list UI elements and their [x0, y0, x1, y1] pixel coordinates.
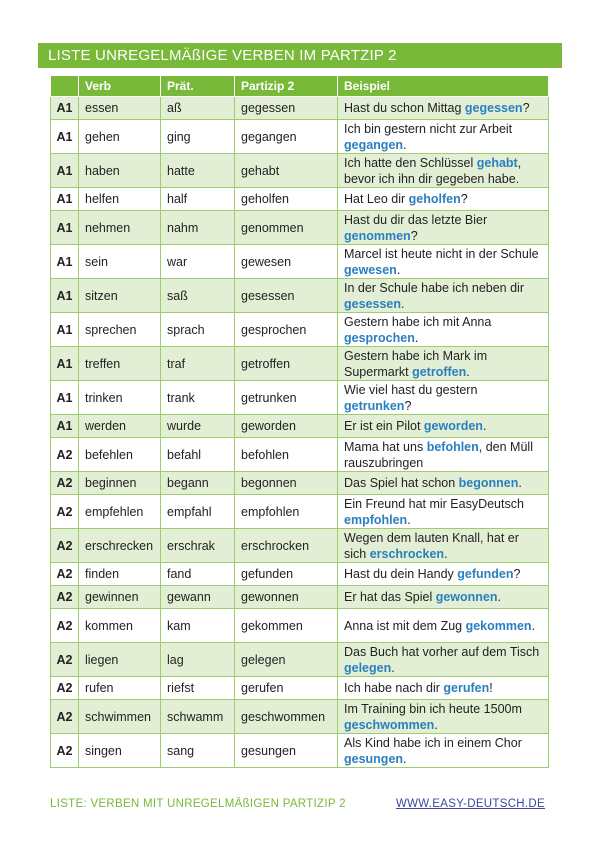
example-cell: [338, 734, 549, 768]
example-text: Ich habe nach dir: [344, 681, 444, 695]
example-text-end: .: [407, 512, 411, 527]
level-cell: A1: [51, 347, 79, 381]
example-text-end: ?: [404, 398, 412, 413]
example-text: Ich hatte den Schlüssel: [344, 155, 477, 170]
partizip-cell: gewesen: [235, 245, 338, 279]
praeteritum-cell: wurde: [161, 415, 235, 438]
example-text-end: .: [391, 660, 395, 675]
example-text-end: .: [497, 590, 502, 604]
verb-cell: singen: [79, 734, 161, 768]
praeteritum-cell: lag: [161, 643, 235, 677]
website-link[interactable]: WWW.EASY-DEUTSCH.DE: [395, 798, 545, 810]
praeteritum-cell: riefst: [161, 677, 235, 700]
example-partizip-highlight: gewesen: [344, 262, 397, 277]
table-row: [51, 245, 549, 279]
verb-cell: gewinnen: [79, 586, 161, 609]
example-cell: [338, 700, 549, 734]
example-cell: [338, 120, 549, 154]
table-row: [51, 438, 549, 472]
verb-cell: sein: [79, 245, 161, 279]
example-text: Marcel ist heute nicht in der Schule: [344, 246, 539, 261]
verb-cell: treffen: [79, 347, 161, 381]
verb-cell: sprechen: [79, 313, 161, 347]
level-cell: A2: [51, 563, 79, 586]
example-text-end: , bevor ich ihn dir gegeben habe.: [344, 155, 522, 186]
level-cell: A2: [51, 495, 79, 529]
partizip-cell: gefunden: [235, 563, 338, 586]
table-header-row: [51, 76, 549, 97]
example-text: Anna ist mit dem Zug: [344, 618, 466, 633]
partizip-cell: gerufen: [235, 677, 338, 700]
praeteritum-cell: saß: [161, 279, 235, 313]
level-cell: A1: [51, 97, 79, 120]
verb-table: [50, 75, 549, 768]
partizip-cell: getroffen: [235, 347, 338, 381]
level-cell: A2: [51, 472, 79, 495]
example-cell: [338, 563, 549, 586]
example-text: Ich bin gestern nicht zur Arbeit: [344, 121, 513, 136]
example-text-end: .: [518, 476, 522, 490]
example-text: Mama hat uns: [344, 439, 427, 454]
example-cell: [338, 677, 549, 700]
level-cell: A1: [51, 154, 79, 188]
example-partizip-highlight: getroffen: [412, 364, 467, 379]
example-partizip-highlight: gekommen: [465, 618, 532, 633]
example-text-end: ?: [460, 192, 468, 206]
table-row: [51, 211, 549, 245]
example-cell: [338, 381, 549, 415]
example-text: Er ist ein Pilot: [344, 419, 424, 433]
example-partizip-highlight: gefunden: [457, 567, 514, 581]
praeteritum-cell: gewann: [161, 586, 235, 609]
example-text-end: ?: [410, 228, 418, 243]
level-cell: A1: [51, 415, 79, 438]
partizip-cell: gesprochen: [235, 313, 338, 347]
table-row: [51, 700, 549, 734]
example-cell: [338, 245, 549, 279]
level-cell: A1: [51, 211, 79, 245]
example-text: Hast du schon Mittag: [344, 101, 465, 115]
header-praet: Prät.: [161, 76, 235, 97]
example-cell: [338, 211, 549, 245]
example-partizip-highlight: genommen: [344, 228, 411, 243]
partizip-cell: geschwommen: [235, 700, 338, 734]
verb-cell: gehen: [79, 120, 161, 154]
example-partizip-highlight: geschwommen: [344, 717, 435, 732]
example-partizip-highlight: erschrocken: [369, 546, 445, 561]
example-partizip-highlight: gerufen: [443, 681, 490, 695]
praeteritum-cell: half: [161, 188, 235, 211]
partizip-cell: gesessen: [235, 279, 338, 313]
example-text: Wegen dem lauten Knall, hat er sich: [344, 530, 519, 561]
table-row: [51, 529, 549, 563]
level-cell: A2: [51, 609, 79, 643]
verb-cell: haben: [79, 154, 161, 188]
level-cell: A2: [51, 529, 79, 563]
example-cell: [338, 529, 549, 563]
partizip-cell: gekommen: [235, 609, 338, 643]
example-text-end: .: [403, 137, 407, 152]
level-cell: A2: [51, 700, 79, 734]
table-row: [51, 188, 549, 211]
verb-cell: schwimmen: [79, 700, 161, 734]
example-partizip-highlight: gesungen: [344, 751, 404, 766]
verb-cell: beginnen: [79, 472, 161, 495]
example-cell: [338, 313, 549, 347]
example-cell: [338, 188, 549, 211]
example-text: Wie viel hast du gestern: [344, 382, 478, 397]
level-cell: A2: [51, 677, 79, 700]
partizip-cell: gehabt: [235, 154, 338, 188]
example-text: In der Schule habe ich neben dir: [344, 280, 524, 295]
table-row: [51, 154, 549, 188]
partizip-cell: geworden: [235, 415, 338, 438]
table-row: [51, 279, 549, 313]
level-cell: A2: [51, 586, 79, 609]
example-partizip-highlight: empfohlen: [344, 512, 408, 527]
example-cell: [338, 154, 549, 188]
partizip-cell: gesungen: [235, 734, 338, 768]
table-row: [51, 313, 549, 347]
example-cell: [338, 279, 549, 313]
example-text-end: .: [482, 419, 487, 433]
example-cell: [338, 586, 549, 609]
praeteritum-cell: hatte: [161, 154, 235, 188]
table-row: [51, 609, 549, 643]
table-row: [51, 472, 549, 495]
example-text: Gestern habe ich mit Anna: [344, 314, 492, 329]
example-partizip-highlight: geworden: [423, 419, 483, 433]
table-row: [51, 495, 549, 529]
example-text-end: ?: [513, 567, 521, 581]
level-cell: A1: [51, 279, 79, 313]
example-partizip-highlight: gegessen: [464, 101, 523, 115]
partizip-cell: gegessen: [235, 97, 338, 120]
example-text: Das Spiel hat schon: [344, 476, 459, 490]
example-cell: [338, 609, 549, 643]
example-cell: [338, 438, 549, 472]
example-text-end: .: [414, 330, 419, 345]
partizip-cell: gewonnen: [235, 586, 338, 609]
example-partizip-highlight: gehabt: [476, 155, 518, 170]
example-partizip-highlight: gesprochen: [344, 330, 415, 345]
example-text: Das Buch hat vorher auf dem Tisch: [344, 644, 540, 659]
praeteritum-cell: traf: [161, 347, 235, 381]
verb-cell: liegen: [79, 643, 161, 677]
praeteritum-cell: trank: [161, 381, 235, 415]
example-partizip-highlight: gewonnen: [435, 590, 498, 604]
example-text: Gestern habe ich Mark im Supermarkt: [344, 348, 488, 379]
partizip-cell: befohlen: [235, 438, 338, 472]
praeteritum-cell: kam: [161, 609, 235, 643]
table-row: [51, 381, 549, 415]
footer-caption: LISTE: VERBEN MIT UNREGELMÄßIGEN PARTIZIP 2: [50, 798, 346, 810]
table-body: [51, 97, 549, 768]
praeteritum-cell: befahl: [161, 438, 235, 472]
partizip-cell: gegangen: [235, 120, 338, 154]
header-verb: Verb: [79, 76, 161, 97]
partizip-cell: gelegen: [235, 643, 338, 677]
example-text-end: .: [444, 546, 448, 561]
table-row: [51, 643, 549, 677]
table-row: [51, 415, 549, 438]
verb-cell: erschrecken: [79, 529, 161, 563]
example-partizip-highlight: gegangen: [344, 137, 404, 152]
page-title: LISTE UNREGELMÄßIGE VERBEN IM PARTZIP 2: [38, 43, 562, 68]
example-text-end: .: [400, 296, 405, 311]
verb-cell: finden: [79, 563, 161, 586]
verb-cell: essen: [79, 97, 161, 120]
praeteritum-cell: ging: [161, 120, 235, 154]
header-level: [51, 76, 79, 97]
example-partizip-highlight: begonnen: [458, 476, 519, 490]
example-text: Als Kind habe ich in einem Chor: [344, 735, 522, 750]
example-partizip-highlight: befohlen: [426, 439, 479, 454]
level-cell: A1: [51, 313, 79, 347]
level-cell: A2: [51, 643, 79, 677]
example-cell: [338, 97, 549, 120]
praeteritum-cell: empfahl: [161, 495, 235, 529]
example-text-end: .: [434, 717, 438, 732]
table-row: [51, 563, 549, 586]
example-text-end: .: [466, 364, 470, 379]
level-cell: A2: [51, 734, 79, 768]
partizip-cell: geholfen: [235, 188, 338, 211]
verb-cell: trinken: [79, 381, 161, 415]
praeteritum-cell: war: [161, 245, 235, 279]
level-cell: A1: [51, 188, 79, 211]
example-cell: [338, 643, 549, 677]
praeteritum-cell: sang: [161, 734, 235, 768]
partizip-cell: genommen: [235, 211, 338, 245]
verb-cell: nehmen: [79, 211, 161, 245]
table-row: [51, 677, 549, 700]
praeteritum-cell: schwamm: [161, 700, 235, 734]
verb-cell: werden: [79, 415, 161, 438]
level-cell: A2: [51, 438, 79, 472]
example-text-end: !: [489, 681, 493, 695]
verb-cell: rufen: [79, 677, 161, 700]
table-row: [51, 120, 549, 154]
praeteritum-cell: fand: [161, 563, 235, 586]
example-text: Hast du dir das letzte Bier: [344, 212, 488, 227]
example-text-end: ?: [522, 101, 530, 115]
example-text: Er hat das Spiel: [344, 590, 436, 604]
header-partizip: Partizip 2: [235, 76, 338, 97]
header-beispiel: Beispiel: [338, 76, 549, 97]
verb-cell: helfen: [79, 188, 161, 211]
partizip-cell: empfohlen: [235, 495, 338, 529]
example-text-end: .: [531, 618, 536, 633]
example-text-end: .: [396, 262, 401, 277]
praeteritum-cell: aß: [161, 97, 235, 120]
table-row: [51, 347, 549, 381]
verb-cell: sitzen: [79, 279, 161, 313]
verb-cell: kommen: [79, 609, 161, 643]
example-text-end: , den Müll rauszubringen: [344, 439, 533, 470]
example-partizip-highlight: gesessen: [344, 296, 401, 311]
example-cell: [338, 495, 549, 529]
example-partizip-highlight: gelegen: [344, 660, 392, 675]
level-cell: A1: [51, 245, 79, 279]
level-cell: A1: [51, 381, 79, 415]
example-text: Ein Freund hat mir EasyDeutsch: [344, 496, 524, 511]
praeteritum-cell: begann: [161, 472, 235, 495]
partizip-cell: begonnen: [235, 472, 338, 495]
table-row: [51, 586, 549, 609]
example-text-end: .: [403, 751, 407, 766]
partizip-cell: erschrocken: [235, 529, 338, 563]
example-cell: [338, 347, 549, 381]
verb-cell: befehlen: [79, 438, 161, 472]
praeteritum-cell: sprach: [161, 313, 235, 347]
example-cell: [338, 415, 549, 438]
example-partizip-highlight: getrunken: [344, 398, 405, 413]
table-row: [51, 734, 549, 768]
praeteritum-cell: erschrak: [161, 529, 235, 563]
partizip-cell: getrunken: [235, 381, 338, 415]
example-text: Hast du dein Handy: [344, 567, 458, 581]
example-partizip-highlight: geholfen: [408, 192, 461, 206]
level-cell: A1: [51, 120, 79, 154]
praeteritum-cell: nahm: [161, 211, 235, 245]
verb-cell: empfehlen: [79, 495, 161, 529]
example-text: Hat Leo dir: [344, 192, 409, 206]
example-text: Im Training bin ich heute 1500m: [344, 701, 522, 716]
table-row: [51, 97, 549, 120]
example-cell: [338, 472, 549, 495]
